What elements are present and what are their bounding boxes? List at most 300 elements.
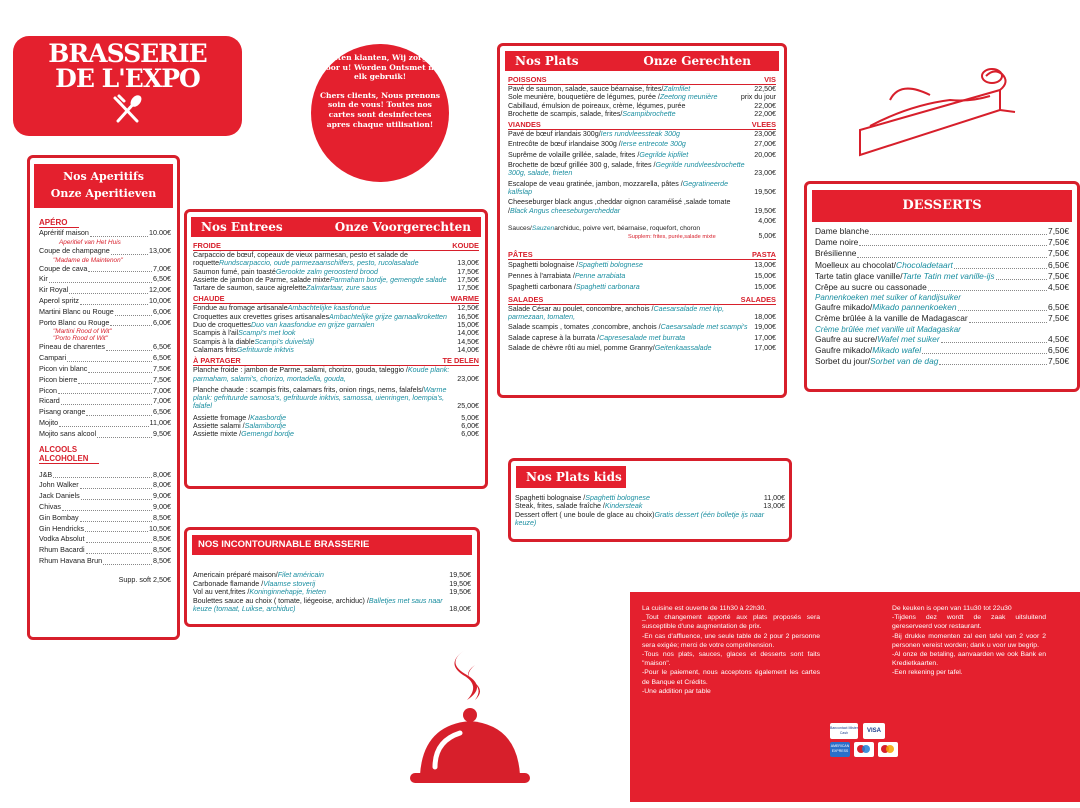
dessert-item [815, 345, 1069, 356]
item-name [193, 304, 454, 312]
section-header [193, 356, 479, 366]
menu-item [193, 321, 479, 329]
item-translation: Koninginnehapje, frieten [249, 588, 326, 597]
aperitif-price: 11,00€ [149, 417, 171, 427]
amex-card-icon: AMERICAN EXPRESS [830, 742, 850, 757]
aperitif-name: Coupe de champagne [39, 245, 110, 255]
section-header [508, 250, 776, 260]
menu-item [193, 304, 479, 312]
menu-item [508, 323, 776, 331]
alcool-name: Rhum Havana Brun [39, 555, 103, 565]
aperitif-item [39, 364, 171, 375]
item-translation: Ierse entrecote 300g [620, 140, 686, 149]
item-name [508, 180, 751, 197]
item-name [193, 414, 458, 422]
dessert-translation: Sorbet van de dag [869, 356, 939, 367]
item-name [193, 366, 454, 383]
section-title-fr: VIANDES [508, 120, 541, 130]
menu-item [508, 271, 776, 282]
menu-item [193, 422, 479, 430]
item-name-fr: Planche froide : jambon de Parme, salami, chorizo, gouda, taleggio / [193, 366, 408, 375]
dessert-name-fr: Dame noire [815, 237, 859, 248]
menu-item [508, 334, 776, 342]
dot-leader [859, 245, 1047, 246]
section-title-fr: PÂTES [508, 249, 533, 259]
item-price: 6,00€ [461, 430, 479, 439]
item-name-fr: Salade de chèvre rôti au miel, pomme Granny/ [508, 343, 655, 352]
dessert-price: 7,50€ [1048, 248, 1069, 259]
item-name-fr: Fondue au fromage artisanale [193, 304, 288, 313]
item-name [193, 321, 454, 329]
menu-item [193, 268, 479, 276]
item-name-fr: Calamars frits [193, 345, 237, 354]
aperitif-price: 7,50€ [153, 363, 171, 373]
dessert-price: 4,50€ [1048, 333, 1069, 344]
dessert-price: 7,50€ [1048, 270, 1069, 281]
dessert-name-fr: Brésilienne [815, 248, 857, 259]
item-name-fr: Escalope de veau gratinée, jambon, mozzarella, pâtes / [508, 179, 683, 188]
aperitif-name: Aperol spritz [39, 295, 79, 305]
dot-leader [928, 290, 1047, 291]
item-translation: Spaghetti bolognese [578, 260, 643, 269]
item-name-fr: Duo de croquettes [193, 321, 251, 330]
aperitif-price: 6,50€ [153, 342, 171, 352]
item-translation: Balletjes met saus naar keuze (tomaat, Luikse, archiduc) [193, 596, 443, 614]
item-translation: Iers rundvleessteak 300g [600, 130, 680, 139]
item-price: 23,00€ [457, 374, 479, 383]
section-title-nl: SALADES [740, 294, 776, 304]
item-name-fr: Pavé de bœuf irlandais 300g/ [508, 130, 601, 139]
item-price: 6,00€ [461, 422, 479, 431]
dessert-price: 7,50€ [1048, 356, 1069, 367]
section-title-nl: PASTA [752, 249, 776, 259]
maestro-card-icon [854, 742, 874, 757]
soft-label: Supp. soft [118, 574, 151, 584]
item-price: 19,50€ [449, 579, 471, 588]
visa-card-icon: VISA [863, 723, 885, 739]
item-name-fr: Suprême de volaille grillée, salade, frites / [508, 150, 640, 159]
aperitif-item [39, 342, 171, 353]
item-name [508, 102, 751, 110]
aperitif-name: Picon vin blanc [39, 363, 88, 373]
item-price: 15,00€ [754, 282, 776, 291]
plats-panel [497, 43, 787, 398]
item-translation: Rundscarpaccio, oude parmezaanschilfers, pesto, rucolasalade [219, 259, 419, 268]
item-name [193, 313, 454, 321]
alcool-price: 8,00€ [153, 480, 171, 490]
menu-item [508, 140, 776, 148]
item-translation: Zalmtartaar, zure saus [306, 284, 377, 293]
item-name-fr: Croquettes aux crevettes grises artisanales [193, 312, 330, 321]
dot-leader [53, 477, 152, 478]
dot-leader [80, 304, 148, 305]
dot-leader [80, 488, 152, 489]
aperitif-item [39, 296, 171, 307]
cutlery-icon [111, 93, 145, 127]
menu-item [508, 180, 776, 197]
menu-item [508, 85, 776, 93]
dot-leader [86, 542, 152, 543]
menu-item [193, 414, 479, 422]
aperitif-item [39, 407, 171, 418]
item-name-fr: Carpaccio de bœuf, copeaux de vieux parmesan, pesto et salade de roquette [193, 251, 408, 268]
item-price: 19,50€ [754, 187, 776, 196]
supplement-price: 5,00€ [758, 233, 776, 241]
item-name [508, 323, 751, 331]
dot-leader [88, 372, 152, 373]
dot-leader [88, 271, 152, 272]
item-name-fr: Brochette de bœuf grillée 300 g, salade, frites / [508, 161, 656, 170]
entrees-subtitle: Onze Voorgerechten [334, 220, 471, 234]
item-name-fr: Americain préparé maison/ [193, 571, 278, 579]
menu-item [508, 282, 776, 293]
supplement-line [508, 233, 776, 241]
item-name [193, 268, 454, 276]
item-name [508, 161, 751, 178]
dessert-name [815, 271, 995, 282]
aperitif-name: Martini Blanc ou Rouge [39, 306, 114, 316]
dessert-item [815, 260, 1069, 271]
incontournable-panel [184, 527, 480, 627]
item-name [193, 338, 454, 346]
kids-panel [508, 458, 792, 542]
item-name-fr: Scampis à la diable [193, 337, 255, 346]
item-translation: Caesarsalade met scampi's [660, 323, 748, 332]
dessert-price: 7,50€ [1048, 237, 1069, 248]
alcool-item [39, 534, 171, 545]
item-translation: Ambachtelijke kaasfondue [287, 304, 371, 313]
apero-section-title: APÉRO [39, 218, 79, 228]
item-translation: Scampi's met look [238, 329, 296, 338]
item-name-fr: Salade caprese à la burrata / [508, 333, 600, 342]
item-price: 14,00€ [457, 329, 479, 338]
incontournable-header: NOS INCONTOURNABLE BRASSERIE [192, 535, 472, 555]
info-line: -En cas d'affluence, une seule table de 2 pour 2 personne sera exigée; merci de votre compréhension. [642, 632, 820, 649]
dot-leader [969, 322, 1047, 323]
item-translation: Gerookte zalm geroosterd brood [275, 267, 378, 276]
menu-item [508, 130, 776, 138]
item-price: 22,00€ [754, 109, 776, 118]
item-translation: Scampibrochette [622, 109, 676, 118]
item-name [515, 494, 761, 502]
item-name-fr: Assiette de jambon de Parme, salade mixte [193, 275, 330, 284]
dessert-item [815, 248, 1069, 259]
aperitif-price: 10.00€ [149, 228, 171, 237]
item-translation: Gegrilde rundvleesbrochette 300g, salade, frieten [508, 161, 745, 178]
dot-leader [78, 383, 152, 384]
item-name-fr: Steak, frites, salade fraîche / [515, 502, 605, 511]
item-name [193, 571, 446, 580]
item-name-fr: Sole meunière, bouquetière de légumes, purée / [508, 93, 660, 102]
item-name [508, 198, 751, 215]
aperitif-item [39, 353, 171, 364]
item-price: 11,00€ [763, 494, 785, 502]
item-translation: Gegratineerde kalfslap [508, 179, 729, 196]
desserts-panel [804, 181, 1080, 392]
alcool-name: Gin Hendricks [39, 523, 85, 533]
alcool-item [39, 545, 171, 556]
dot-leader [954, 268, 1047, 269]
bancontact-card-icon: Bancontact Mister Cash [830, 723, 858, 739]
item-translation: Scampi's duivelstijl [254, 337, 314, 346]
dot-leader [90, 236, 148, 237]
item-name-fr: Pavé de saumon, salade, sauce béarnaise, frites/ [508, 85, 664, 93]
item-translation: Warme plank: gefrituurde samosa's, gefrituurde inktvis, samossa, uienringen, loempia's, falafel [193, 385, 447, 411]
aperitif-name: Mojito sans alcool [39, 428, 97, 438]
item-name [193, 597, 446, 614]
item-name [508, 305, 751, 322]
item-name-fr: Planche chaude : scampis frits, calamars frits, onion rings, nems, falafels/ [193, 385, 424, 394]
dot-leader [958, 310, 1047, 311]
alcool-item [39, 470, 171, 481]
dot-leader [103, 564, 152, 565]
menu-item [508, 93, 776, 101]
aperitif-item [39, 375, 171, 386]
kids-header: Nos Plats kids [516, 466, 626, 488]
aperitif-price: 7,50€ [153, 374, 171, 384]
item-price: 18,00€ [449, 605, 471, 614]
item-translation: Caesarsalade met kip, parmezaan, tomaten, [508, 304, 725, 322]
dessert-name-fr: Crêpe au sucre ou cassonade [815, 282, 927, 293]
extra-price [508, 217, 776, 225]
menu-item [193, 571, 471, 580]
dot-leader [106, 350, 152, 351]
dessert-name-fr: Moelleux au chocolat/ [815, 259, 897, 270]
item-price: prix du jour [740, 93, 776, 102]
item-name [193, 580, 446, 589]
dessert-item [815, 302, 1069, 313]
info-line: -Tous nos plats, sauces, glaces et desserts sont faits "maison". [642, 651, 820, 668]
soft-supplement [39, 575, 171, 584]
item-price: 13,00€ [763, 502, 785, 511]
section-header [508, 75, 776, 85]
alcool-item [39, 502, 171, 513]
dessert-name-fr: Gaufre mikado/ [815, 344, 873, 355]
entrees-header [191, 217, 481, 237]
dot-leader [85, 531, 148, 532]
item-name-fr: Assiette fromage / [193, 413, 251, 422]
item-translation: Kindersteak [604, 502, 643, 511]
item-translation: Salamibordje [244, 422, 287, 431]
aperitif-price: 7,00€ [153, 396, 171, 406]
item-name [515, 502, 760, 510]
item-name [193, 284, 454, 292]
alcool-item [39, 513, 171, 524]
aperitif-price: 7,00€ [153, 263, 171, 273]
menu-item [508, 260, 776, 271]
alcool-name: John Walker [39, 480, 79, 490]
item-name-fr: Saumon fumé, pain toasté [193, 267, 276, 276]
item-translation: Zeetong meunière [659, 93, 718, 102]
item-price: 22,00€ [754, 101, 776, 110]
item-name-fr: Boulettes sauce au choix ( tomate, liégeoise, archiduc) / [193, 596, 369, 605]
section-title-fr: CHAUDE [193, 294, 225, 304]
dessert-price: 7,50€ [1048, 226, 1069, 236]
item-price: 19,00€ [754, 323, 776, 332]
item-name [508, 271, 751, 282]
item-translation: Penne arrabiata [574, 271, 626, 280]
item-price: 25,00€ [457, 402, 479, 411]
item-name-fr: Brochette de scampis, salade, frites/ [508, 109, 623, 118]
section-title-nl: KOUDE [452, 241, 479, 250]
supplement-label: Supplem: frites, purée,salade mixte [628, 234, 716, 241]
aperitif-subtitle: Aperitief van Het Huis [59, 238, 121, 246]
dessert-name-fr: Dame blanche [815, 226, 870, 236]
notice-fr: Chers clients, Nous prenons soin de vous! Toutes nos cartes sont desinfectees apres chaque utilisation! [319, 90, 441, 129]
menu-item [508, 305, 776, 322]
item-name-fr: Pennes à l'arrabiata / [508, 271, 575, 280]
alcool-name: Vodka Absolut [39, 534, 85, 544]
section-title-nl: VIS [764, 75, 776, 84]
aperitif-name: Picon [39, 385, 57, 395]
aperitif-price: 10,00€ [149, 295, 171, 305]
dessert-item [815, 226, 1069, 237]
item-translation: Ambachtelijke grijze garnaalkroketten [329, 312, 447, 321]
menu-item [193, 430, 479, 438]
section-title-nl: TE DELEN [442, 356, 479, 366]
section-header [508, 295, 776, 305]
dot-leader [69, 293, 148, 294]
aperitif-price: 13,00€ [149, 245, 171, 255]
menu-item [193, 580, 471, 589]
dessert-name [815, 356, 938, 367]
item-price: 27,00€ [754, 140, 776, 149]
dessert-item [815, 282, 1069, 293]
alcool-item [39, 480, 171, 491]
item-name [508, 85, 751, 93]
aperitifs-title: Nos Aperitifs [63, 170, 144, 183]
info-fr [630, 592, 830, 802]
aperitif-name: Picon bierre [39, 374, 78, 384]
item-name [508, 110, 751, 118]
dessert-translation: Mikado pannenkoeken [872, 302, 957, 313]
cake-slice-icon [850, 60, 1020, 170]
item-price: 17,50€ [457, 275, 479, 284]
item-name [508, 282, 751, 293]
aperitif-name: Porto Blanc ou Rouge [39, 317, 110, 327]
desserts-header: DESSERTS [812, 190, 1072, 222]
aperitif-name: Campari [39, 353, 67, 363]
item-price: 20,00€ [754, 150, 776, 159]
section-title-fr: POISSONS [508, 75, 547, 84]
item-price: 17,50€ [457, 267, 479, 276]
dessert-price: 4,50€ [1048, 282, 1069, 293]
dot-leader [80, 521, 152, 522]
sauces-list: archiduc, poivre vert, béarnaise, roquefort, choron [554, 225, 701, 233]
item-name [508, 334, 751, 342]
dot-leader [941, 342, 1047, 343]
dessert-name [815, 248, 856, 259]
item-name [508, 140, 751, 148]
menu-item [508, 198, 776, 215]
dot-leader [81, 499, 152, 500]
aperitif-name: Kir [39, 274, 48, 284]
aperitif-price: 6,50€ [153, 353, 171, 363]
aperitif-name: Kir Royal [39, 285, 69, 295]
item-name-fr: Cabillaud, émulsion de poireaux, crème, légumes, purée [508, 101, 686, 110]
item-name-fr: Assiette mixte / [193, 430, 242, 439]
item-name-fr: Scampis à l'ail [193, 329, 239, 338]
brand-line1: BRASSERIE [48, 39, 207, 68]
sauces-translation: Sauzen [531, 225, 555, 233]
item-name [193, 430, 458, 438]
dot-leader [110, 325, 152, 326]
alcools-fr: ALCOOLS [39, 444, 78, 454]
item-translation: Geitenkaassalade [654, 343, 712, 352]
item-name [193, 422, 458, 430]
dessert-subtitle: Crème brûlée met vanille uit Madagaskar [815, 324, 961, 334]
sauces-line [508, 225, 776, 233]
dessert-item [815, 237, 1069, 248]
menu-item [508, 344, 776, 352]
dot-leader [996, 279, 1047, 280]
payment-cards [830, 723, 900, 758]
alcool-price: 8,50€ [153, 534, 171, 544]
alcool-price: 8,50€ [153, 512, 171, 522]
item-name [515, 511, 782, 528]
menu-item [508, 161, 776, 178]
item-price: 19,50€ [449, 571, 471, 579]
menu-item [193, 346, 479, 354]
dessert-name [815, 345, 921, 356]
item-price: 19,50€ [754, 206, 776, 215]
alcool-price: 8,50€ [153, 555, 171, 565]
alcool-name: J&B [39, 469, 53, 479]
item-name-fr: Cheeseburger black angus ,cheddar oignon caramélisé ,salade tomate / [508, 198, 731, 215]
dessert-price: 7,50€ [1048, 313, 1069, 324]
aperitif-item [39, 264, 171, 275]
menu-item [193, 366, 479, 383]
aperitif-item [39, 418, 171, 429]
item-name [508, 130, 751, 138]
alcool-price: 9,00€ [153, 501, 171, 511]
dessert-item [815, 334, 1069, 345]
dot-leader [857, 257, 1047, 258]
menu-item [193, 313, 479, 321]
dessert-translation: Chocoladetaart [896, 259, 953, 270]
alcool-price: 8,50€ [153, 545, 171, 555]
aperitif-name: Pisang orange [39, 407, 86, 417]
item-price: 17,50€ [457, 284, 479, 293]
item-price: 16,50€ [457, 312, 479, 321]
dessert-name [815, 313, 968, 324]
aperitif-item [39, 285, 171, 296]
aperitif-price: 12,00€ [149, 285, 171, 295]
aperitif-item [39, 429, 171, 440]
dot-leader [58, 393, 152, 394]
aperitif-subtitle: "Porto Rood of Wit" [53, 335, 108, 343]
dot-leader [870, 234, 1047, 235]
item-name [193, 386, 454, 411]
serving-cloche-icon [405, 645, 535, 795]
item-price: 18,00€ [754, 313, 776, 322]
soft-price: 2,50€ [153, 574, 171, 584]
item-translation: Duo van kaasfondue en grijze garnalen [250, 321, 375, 330]
menu-item [508, 151, 776, 159]
aperitif-item [39, 318, 171, 329]
item-translation: Gefrituurde inktvis [236, 345, 294, 354]
extra-price-value: 4,00€ [758, 216, 776, 225]
aperitif-item [39, 386, 171, 397]
info-line: _Tout changement apporté aux plats proposés sera susceptible d'une augmentation de prix. [642, 614, 820, 631]
item-name [508, 151, 751, 159]
item-translation: Vlaamse stoverij [263, 579, 316, 588]
alcool-name: Gin Bombay [39, 512, 79, 522]
menu-item [515, 511, 785, 528]
menu-item [508, 110, 776, 118]
item-translation: Gratis dessert (één bolletje ijs naar keuze) [515, 510, 765, 527]
plats-header [505, 51, 779, 71]
